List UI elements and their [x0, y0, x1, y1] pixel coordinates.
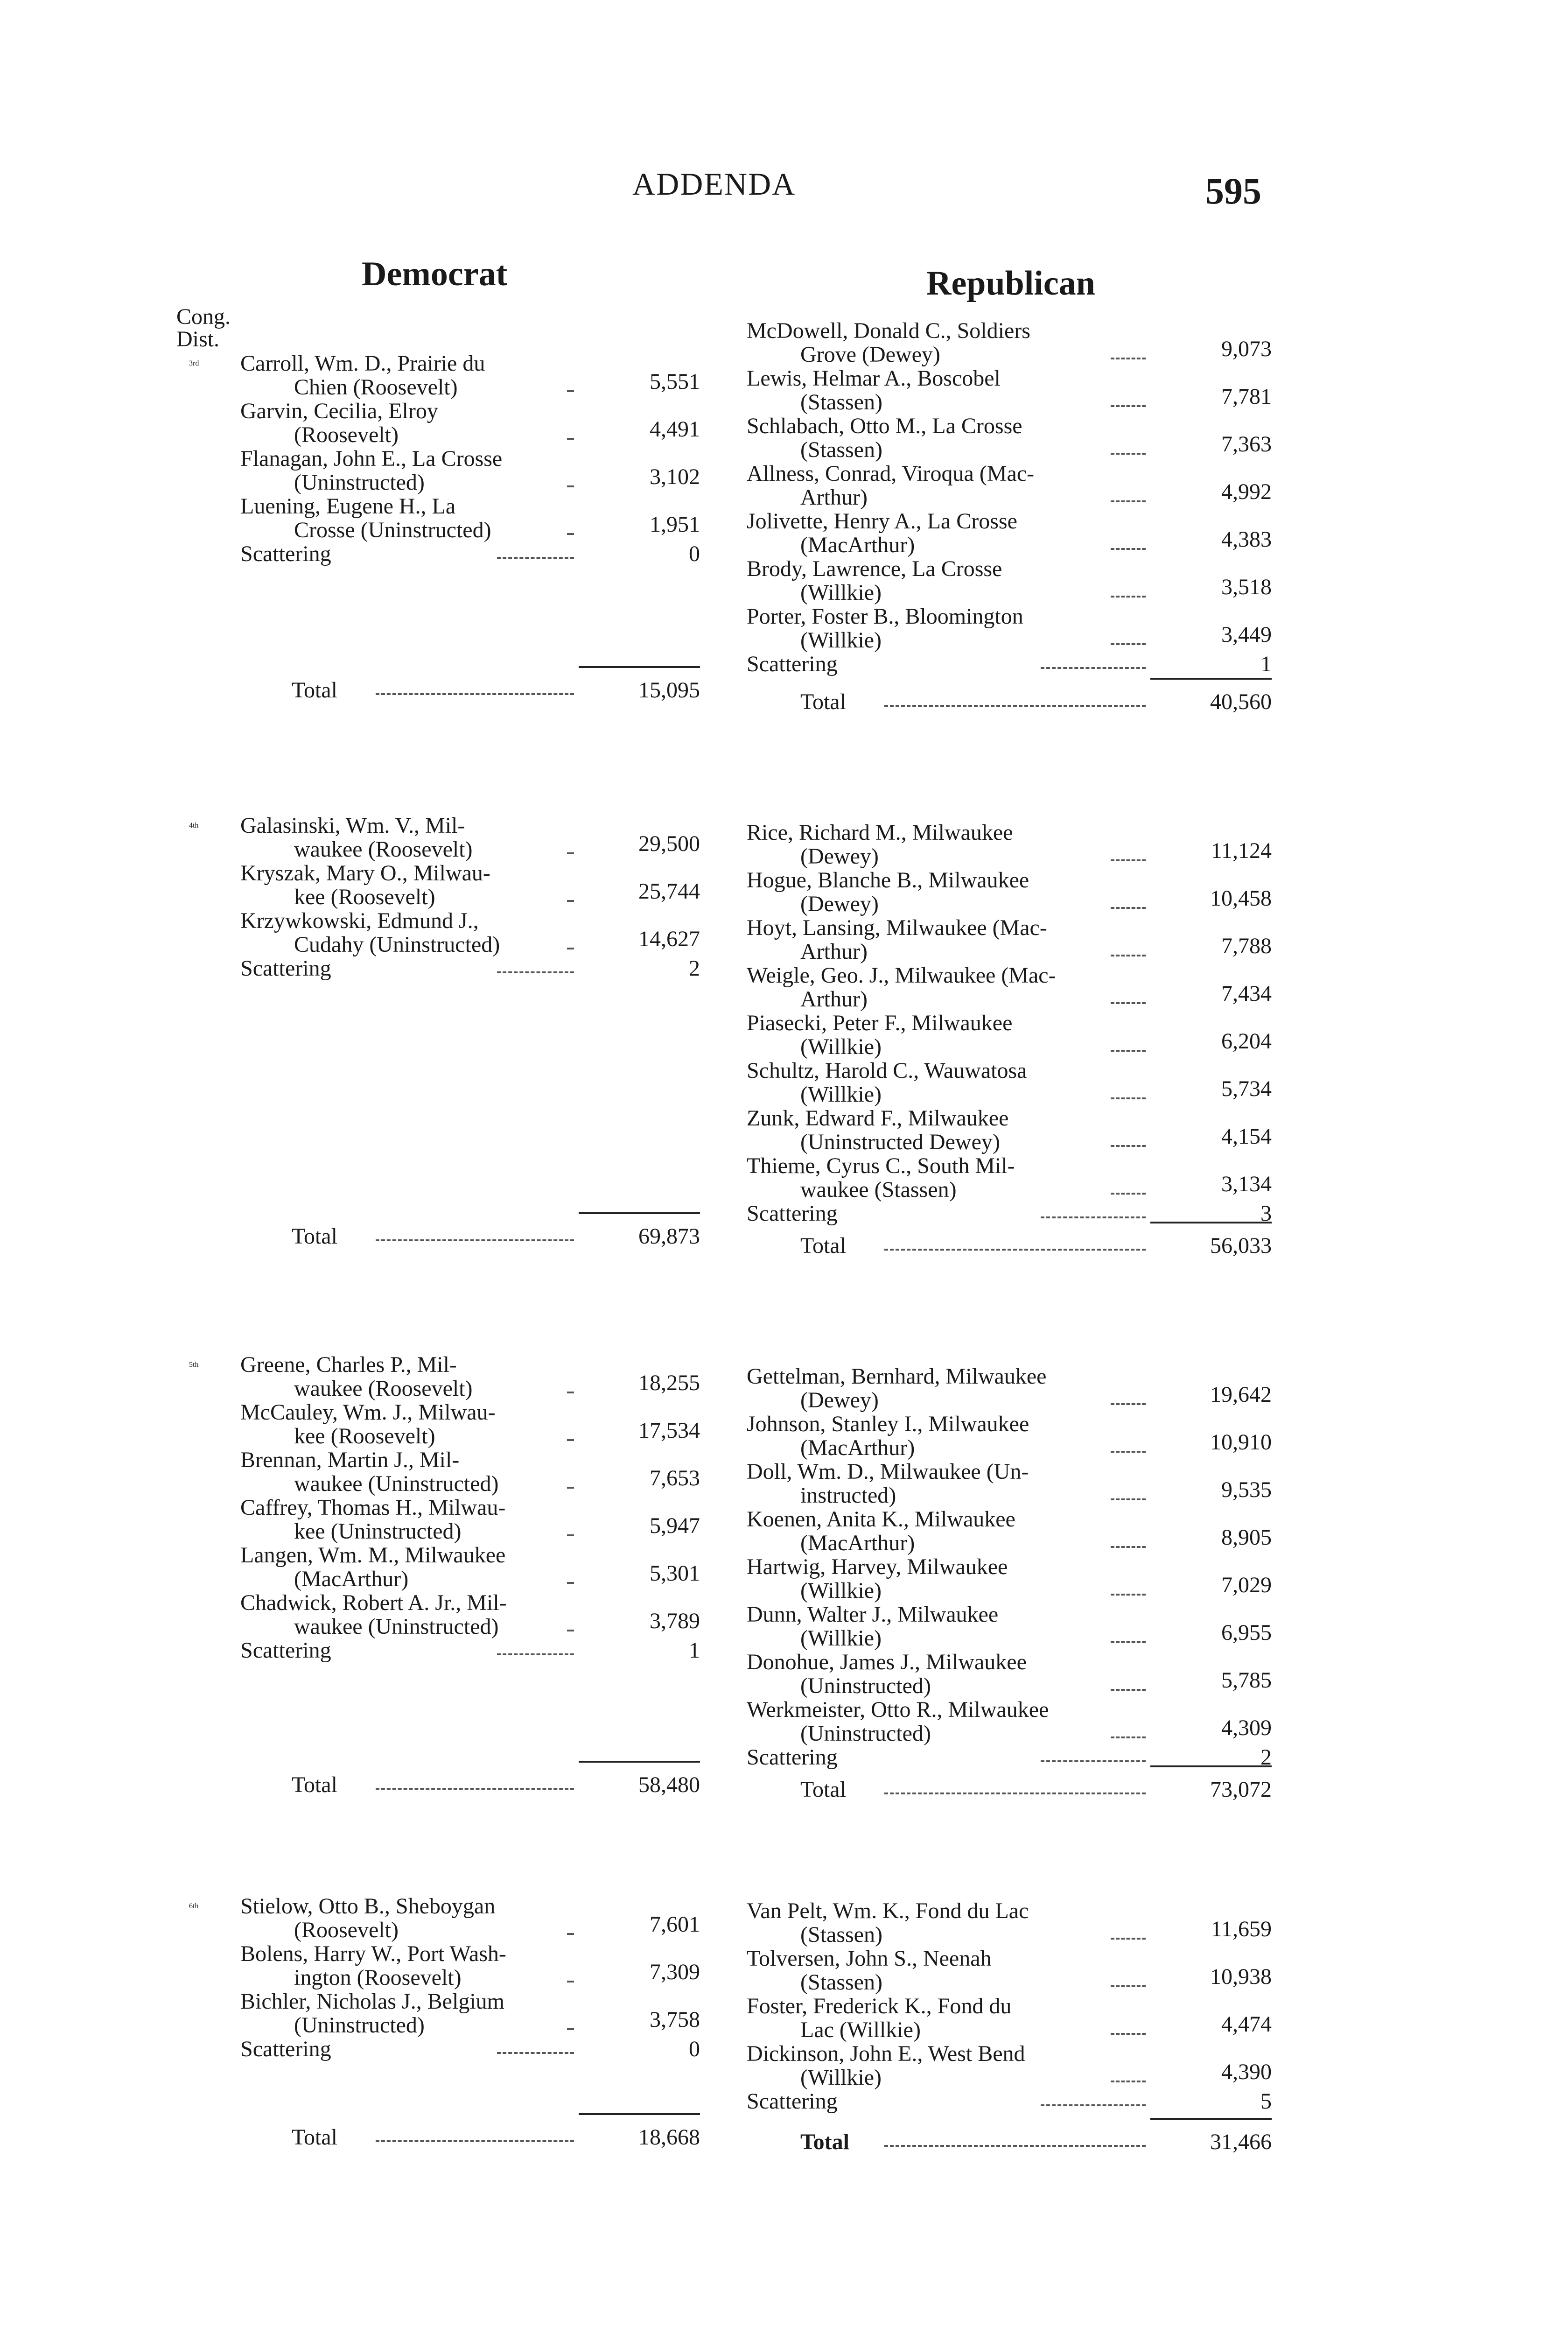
vote-count: 7,781: [1221, 384, 1272, 409]
vote-count: 29,500: [638, 831, 700, 856]
candidate-name: McDowell, Donald C., Soldiers: [747, 318, 1030, 343]
total-votes: 56,033: [1210, 1233, 1272, 1258]
vote-count: 10,458: [1210, 886, 1272, 911]
total-votes: 15,095: [638, 678, 700, 703]
candidate-detail: (Willkie): [800, 580, 882, 605]
candidate-name: Scattering: [240, 2037, 331, 2061]
candidate-detail: (Dewey): [800, 1388, 879, 1413]
vote-count: 0: [689, 541, 700, 566]
candidate-detail: waukee (Stassen): [800, 1177, 957, 1202]
republican-column: [747, 0, 1272, 2334]
total-label: Total: [292, 1772, 337, 1797]
total-rule: [579, 2113, 700, 2115]
candidate-name: Thieme, Cyrus C., South Mil-: [747, 1153, 1015, 1178]
total-row: [240, 2126, 700, 2154]
candidate-detail: (Willkie): [800, 1034, 882, 1059]
vote-count: 5,734: [1221, 1076, 1272, 1101]
candidate-detail: (Roosevelt): [294, 1918, 399, 1942]
vote-count: 18,255: [638, 1371, 700, 1395]
vote-count: 4,309: [1221, 1715, 1272, 1740]
vote-count: 3: [1260, 1201, 1272, 1226]
candidate-name: Koenen, Anita K., Milwaukee: [747, 1507, 1015, 1532]
candidate-name: Carroll, Wm. D., Prairie du: [240, 351, 485, 376]
democrat-heading: Democrat: [362, 255, 508, 293]
total-label: Total: [800, 2130, 849, 2154]
candidate-name: Rice, Richard M., Milwaukee: [747, 820, 1013, 845]
candidate-detail: (Stassen): [800, 437, 882, 462]
vote-count: 5,947: [650, 1513, 700, 1538]
vote-count: 5,785: [1221, 1668, 1272, 1693]
candidate-detail: (Dewey): [800, 892, 879, 916]
vote-count: 2: [689, 956, 700, 981]
candidate-name: Scattering: [747, 1745, 838, 1770]
leader-dots: [1111, 1938, 1146, 1940]
candidate-detail: (Willkie): [800, 628, 882, 653]
cong-dist-line: Dist.: [176, 327, 220, 352]
vote-count: 4,154: [1221, 1124, 1272, 1149]
candidate-name: Jolivette, Henry A., La Crosse: [747, 509, 1017, 534]
vote-count: 1,951: [650, 512, 700, 537]
candidate-name: Bolens, Harry W., Port Wash-: [240, 1941, 506, 1966]
district-label: 3rd: [189, 359, 199, 367]
candidate-name: Tolversen, John S., Neenah: [747, 1946, 992, 1971]
candidate-detail: (Stassen): [800, 1922, 882, 1947]
vote-count: 19,642: [1210, 1382, 1272, 1407]
candidate-name: Schultz, Harold C., Wauwatosa: [747, 1058, 1027, 1083]
leader-dots: [567, 1981, 574, 1982]
candidate-detail: (Willkie): [800, 1626, 882, 1651]
district-label: 5th: [189, 1361, 199, 1369]
candidate-detail: Grove (Dewey): [800, 342, 940, 367]
district-label: 4th: [189, 822, 199, 830]
candidate-detail: Arthur): [800, 987, 868, 1012]
candidate-name: Lewis, Helmar A., Boscobel: [747, 366, 1001, 391]
candidate-detail: (MacArthur): [800, 1435, 915, 1460]
vote-count: 4,474: [1221, 2012, 1272, 2037]
candidate-detail: (Willkie): [800, 2065, 882, 2090]
candidate-name: Dickinson, John E., West Bend: [747, 2041, 1025, 2066]
total-votes: 18,668: [638, 2125, 700, 2150]
vote-count: 0: [689, 2037, 700, 2061]
candidate-name: Brennan, Martin J., Mil-: [240, 1448, 460, 1472]
vote-count: 10,910: [1210, 1430, 1272, 1455]
candidate-detail: (Uninstructed): [800, 1673, 931, 1698]
candidate-name: Stielow, Otto B., Sheboygan: [240, 1894, 496, 1919]
candidate-name: Langen, Wm. M., Milwaukee: [240, 1543, 506, 1568]
candidate-name: Schlabach, Otto M., La Crosse: [747, 414, 1022, 438]
total-votes: 69,873: [638, 1224, 700, 1249]
total-rule: [1150, 2118, 1272, 2120]
candidate-name: Scattering: [747, 2089, 838, 2114]
vote-count: 2: [1260, 1745, 1272, 1770]
candidate-detail: kee (Roosevelt): [294, 1424, 435, 1448]
republican-heading: Republican: [926, 264, 1095, 302]
vote-count: 3,789: [650, 1609, 700, 1633]
candidate-name: Werkmeister, Otto R., Milwaukee: [747, 1697, 1049, 1722]
vote-count: 4,992: [1221, 479, 1272, 504]
candidate-detail: (MacArthur): [800, 533, 915, 557]
cong-dist-heading: [176, 306, 231, 351]
total-votes: 40,560: [1210, 689, 1272, 714]
candidate-detail: (Willkie): [800, 1082, 882, 1107]
vote-count: 6,204: [1221, 1029, 1272, 1054]
total-label: Total: [292, 678, 337, 703]
candidate-detail: (Uninstructed): [294, 470, 425, 495]
candidate-name: Hogue, Blanche B., Milwaukee: [747, 868, 1029, 893]
vote-count: 5,301: [650, 1561, 700, 1586]
total-label: Total: [800, 1777, 846, 1802]
leader-dots: [884, 2145, 1146, 2147]
candidate-detail: waukee (Roosevelt): [294, 837, 473, 862]
leader-dots: [497, 2052, 574, 2054]
candidate-detail: (MacArthur): [294, 1567, 409, 1591]
district-label: 6th: [189, 1902, 199, 1910]
candidate-name: Van Pelt, Wm. K., Fond du Lac: [747, 1898, 1029, 1923]
candidate-detail: Cudahy (Uninstructed): [294, 932, 500, 957]
vote-count: 1: [1260, 652, 1272, 676]
candidate-name: Hoyt, Lansing, Milwaukee (Mac-: [747, 915, 1047, 940]
vote-count: 25,744: [638, 879, 700, 904]
total-votes: 31,466: [1210, 2130, 1272, 2154]
leader-dots: [376, 2140, 574, 2142]
vote-count: 4,383: [1221, 527, 1272, 552]
vote-count: 9,535: [1221, 1477, 1272, 1502]
total-label: Total: [800, 689, 846, 714]
leader-dots: [567, 1933, 574, 1935]
candidate-name: Galasinski, Wm. V., Mil-: [240, 813, 465, 838]
candidate-detail: Chien (Roosevelt): [294, 375, 458, 400]
vote-count: 7,029: [1221, 1573, 1272, 1597]
candidate-name: Johnson, Stanley I., Milwaukee: [747, 1412, 1029, 1436]
vote-count: 3,758: [650, 2007, 700, 2032]
candidate-name: McCauley, Wm. J., Milwau-: [240, 1400, 496, 1425]
vote-count: 5: [1260, 2089, 1272, 2114]
candidate-name: Zunk, Edward F., Milwaukee: [747, 1106, 1009, 1131]
candidate-name: Doll, Wm. D., Milwaukee (Un-: [747, 1459, 1029, 1484]
candidate-name: Weigle, Geo. J., Milwaukee (Mac-: [747, 963, 1056, 988]
candidate-detail: kee (Roosevelt): [294, 885, 435, 909]
candidate-name: Scattering: [240, 956, 331, 981]
total-votes: 58,480: [638, 1772, 700, 1797]
page-number: 595: [1205, 171, 1261, 212]
vote-count: 7,309: [650, 1960, 700, 1984]
vote-count: 3,134: [1221, 1172, 1272, 1196]
candidate-detail: (Willkie): [800, 1578, 882, 1603]
vote-count: 7,653: [650, 1466, 700, 1490]
candidate-name: Allness, Conrad, Viroqua (Mac-: [747, 461, 1035, 486]
democrat-column: [240, 0, 700, 2334]
vote-count: 17,534: [638, 1418, 700, 1443]
candidate-detail: waukee (Roosevelt): [294, 1376, 473, 1401]
candidate-detail: waukee (Uninstructed): [294, 1614, 499, 1639]
vote-count: 8,905: [1221, 1525, 1272, 1550]
total-label: Total: [800, 1233, 846, 1258]
candidate-name: Scattering: [747, 1201, 838, 1226]
cong-dist-line: Cong.: [176, 304, 231, 329]
candidate-name: Piasecki, Peter F., Milwaukee: [747, 1011, 1013, 1035]
leader-dots: [1111, 2033, 1146, 2035]
total-votes: 73,072: [1210, 1777, 1272, 1802]
vote-count: 11,659: [1211, 1917, 1272, 1941]
vote-count: 11,124: [1211, 838, 1272, 863]
candidate-detail: (Stassen): [800, 390, 882, 415]
candidate-name: Scattering: [240, 1638, 331, 1663]
candidate-name: Garvin, Cecilia, Elroy: [240, 399, 438, 423]
vote-count: 1: [689, 1638, 700, 1663]
candidate-detail: Lac (Willkie): [800, 2018, 921, 2042]
vote-count: 6,955: [1221, 1620, 1272, 1645]
candidate-detail: (Stassen): [800, 1970, 882, 1995]
candidate-name: Gettelman, Bernhard, Milwaukee: [747, 1364, 1047, 1389]
candidate-detail: (Uninstructed Dewey): [800, 1130, 1000, 1154]
vote-count: 7,434: [1221, 981, 1272, 1006]
vote-count: 14,627: [638, 927, 700, 951]
vote-count: 9,073: [1221, 337, 1272, 361]
leader-dots: [567, 2028, 574, 2030]
candidate-name: Flanagan, John E., La Crosse: [240, 446, 503, 471]
candidate-name: Dunn, Walter J., Milwaukee: [747, 1602, 999, 1627]
candidate-name: Donohue, James J., Milwaukee: [747, 1650, 1027, 1674]
candidate-name: Brody, Lawrence, La Crosse: [747, 556, 1002, 581]
vote-count: 4,491: [650, 417, 700, 442]
candidate-name: Scattering: [747, 652, 838, 676]
candidate-detail: Arthur): [800, 939, 868, 964]
candidate-name: Chadwick, Robert A. Jr., Mil-: [240, 1590, 507, 1615]
candidate-name: Krzywkowski, Edmund J.,: [240, 908, 479, 933]
running-head: ADDENDA: [632, 166, 796, 202]
vote-count: 3,102: [650, 464, 700, 489]
candidate-detail: Crosse (Uninstructed): [294, 518, 491, 542]
candidate-name: Scattering: [240, 541, 331, 566]
total-label: Total: [292, 2125, 337, 2150]
leader-dots: [1111, 2081, 1146, 2082]
vote-count: 5,551: [650, 369, 700, 394]
candidate-name: Porter, Foster B., Bloomington: [747, 604, 1023, 629]
total-label: Total: [292, 1224, 337, 1249]
candidate-detail: (Roosevelt): [294, 422, 399, 447]
candidate-detail: instructed): [800, 1483, 896, 1508]
candidate-name: Hartwig, Harvey, Milwaukee: [747, 1554, 1008, 1579]
leader-dots: [1111, 1985, 1146, 1987]
candidate-name: Foster, Frederick K., Fond du: [747, 1994, 1012, 2018]
vote-count: 7,601: [650, 1912, 700, 1937]
candidate-name: Kryszak, Mary O., Milwau-: [240, 861, 490, 886]
vote-count: 7,788: [1221, 934, 1272, 958]
candidate-detail: (MacArthur): [800, 1531, 915, 1555]
vote-count: 10,938: [1210, 1964, 1272, 1989]
total-row: [747, 2131, 1272, 2159]
candidate-detail: (Uninstructed): [800, 1721, 931, 1746]
candidate-detail: waukee (Uninstructed): [294, 1471, 499, 1496]
candidate-name: Luening, Eugene H., La: [240, 494, 456, 519]
leader-dots: [1041, 2104, 1146, 2106]
candidate-name: Greene, Charles P., Mil-: [240, 1352, 457, 1377]
vote-count: 3,449: [1221, 622, 1272, 647]
candidate-detail: ington (Roosevelt): [294, 1965, 462, 1990]
candidate-detail: (Dewey): [800, 844, 879, 869]
vote-count: 3,518: [1221, 575, 1272, 599]
candidate-detail: (Uninstructed): [294, 2013, 425, 2038]
candidate-detail: kee (Uninstructed): [294, 1519, 462, 1544]
candidate-detail: Arthur): [800, 485, 868, 510]
candidate-name: Caffrey, Thomas H., Milwau-: [240, 1495, 506, 1520]
vote-count: 4,390: [1221, 2060, 1272, 2084]
candidate-name: Bichler, Nicholas J., Belgium: [240, 1989, 504, 2014]
vote-count: 7,363: [1221, 432, 1272, 457]
